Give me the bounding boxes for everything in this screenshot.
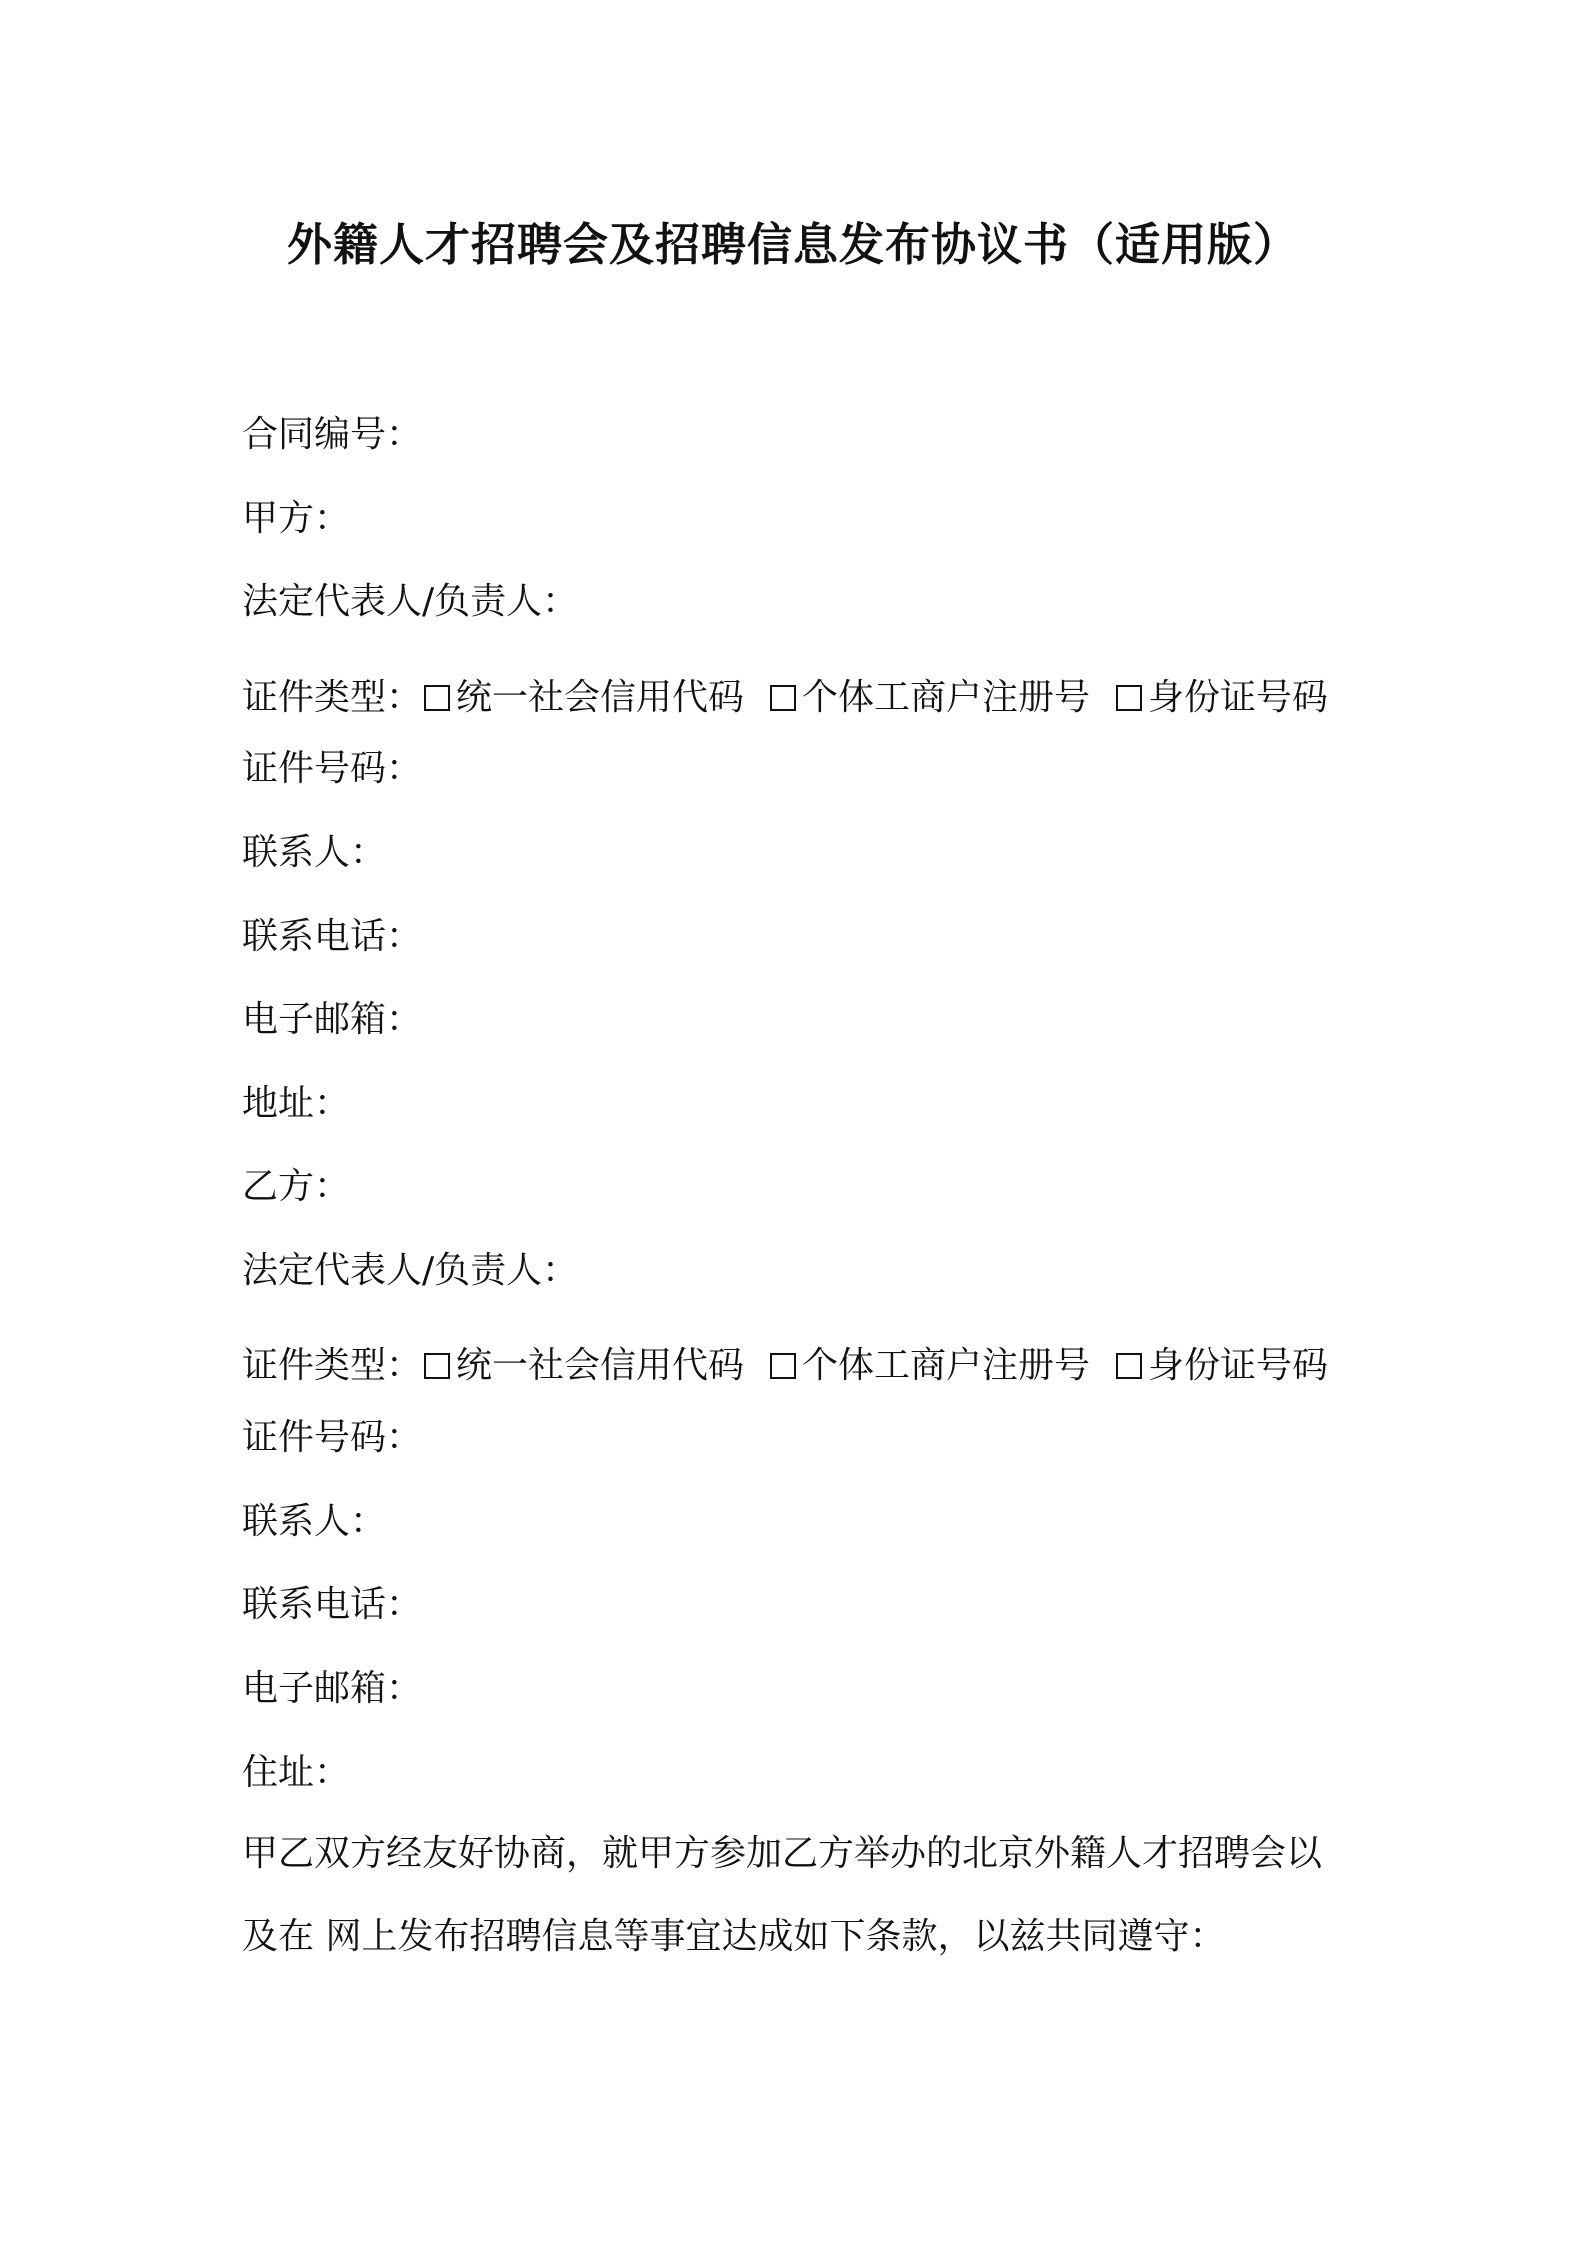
party-b-cert-number-label: 证件号码： (242, 1417, 423, 1459)
party-a-contact-label: 联系人： (242, 831, 387, 873)
document-title: 外籍人才招聘会及招聘信息发布协议书（适用版） (286, 218, 1299, 271)
checkbox-icon[interactable] (770, 685, 796, 711)
contract-number-label: 合同编号： (242, 414, 423, 455)
party-b-contact-label: 联系人： (242, 1500, 387, 1542)
intro-paragraph (242, 1824, 1362, 1990)
party-a-cert-number-label: 证件号码： (242, 748, 423, 790)
party-a-cert-option-id-card[interactable] (1114, 668, 1328, 728)
checkbox-icon[interactable] (770, 1353, 796, 1379)
party-a-phone-label: 联系电话： (242, 915, 423, 957)
checkbox-icon[interactable] (1116, 1353, 1142, 1379)
cert-option-label: 个体工商户注册号 (802, 1345, 1091, 1387)
party-b-phone-label: 联系电话： (242, 1584, 423, 1626)
party-b-cert-type-row (242, 1325, 1362, 1409)
party-b-label: 乙方： (242, 1166, 351, 1208)
party-b-cert-option-credit-code[interactable] (422, 1336, 744, 1396)
party-b-cert-option-id-card[interactable] (1114, 1336, 1328, 1396)
intro-line: 甲乙双方经友好协商，就甲方参加乙方举办的北京外籍人才招聘会以 (242, 1833, 1323, 1874)
cert-option-label: 个体工商户注册号 (802, 676, 1091, 718)
party-b-legal-rep-label: 法定代表人/负责人： (242, 1249, 579, 1291)
party-a-email-label: 电子邮箱： (242, 999, 423, 1041)
party-fields (242, 405, 1362, 1826)
party-a-label: 甲方： (242, 497, 351, 539)
checkbox-icon[interactable] (1116, 685, 1142, 711)
party-a-cert-option-business-reg[interactable] (768, 668, 1090, 728)
intro-line: 及在 网上发布招聘信息等事宜达成如下条款，以兹共同遵守： (242, 1916, 1226, 1957)
party-a-address-label: 地址： (242, 1082, 351, 1124)
party-b-cert-option-business-reg[interactable] (768, 1336, 1090, 1396)
party-a-cert-type-row (242, 656, 1362, 740)
party-b-email-label: 电子邮箱： (242, 1667, 423, 1709)
cert-option-label: 身份证号码 (1148, 676, 1329, 718)
checkbox-icon[interactable] (424, 1353, 450, 1379)
cert-option-label: 统一社会信用代码 (456, 1345, 745, 1387)
cert-option-label: 统一社会信用代码 (456, 676, 745, 718)
party-a-legal-rep-label: 法定代表人/负责人： (242, 581, 579, 623)
checkbox-icon[interactable] (424, 685, 450, 711)
party-b-address-label: 住址： (242, 1751, 351, 1793)
party-b-cert-type-label: 证件类型： (242, 1345, 423, 1387)
party-a-cert-option-credit-code[interactable] (422, 668, 744, 728)
cert-option-label: 身份证号码 (1148, 1345, 1329, 1387)
party-a-cert-type-label: 证件类型： (242, 676, 423, 718)
